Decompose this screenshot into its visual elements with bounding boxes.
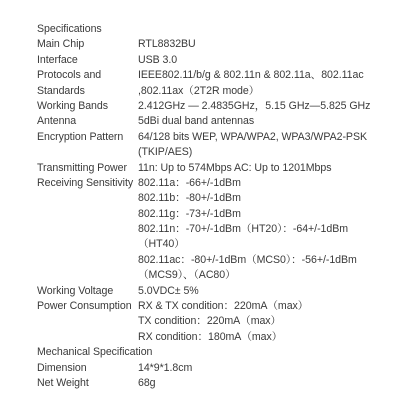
row-label-net-weight: Net Weight: [37, 377, 89, 389]
row-label-working-voltage: Working Voltage: [37, 284, 114, 297]
row-value-working-bands: 2.412GHz — 2.4835GHz，5.15 GHz—5.825 GHz: [138, 99, 371, 112]
row-value-standards: ,802.11ax（2T2R mode）: [138, 84, 260, 97]
section-title-specifications: Specifications: [37, 23, 102, 35]
power-line: RX condition：180mA（max）: [138, 330, 283, 343]
sensitivity-line: （MCS9）、（AC80）: [138, 269, 236, 282]
row-label-antenna: Antenna: [37, 115, 77, 128]
row-value-net-weight: 68g: [138, 377, 156, 389]
power-line: TX condition：220mA（max）: [138, 315, 282, 328]
row-label-standards: Standards: [37, 84, 85, 97]
sensitivity-line: 802.11g：-73+/-1dBm: [138, 207, 241, 220]
row-value-working-voltage: 5.0VDC± 5%: [138, 284, 199, 297]
row-value-encryption-cont: (TKIP/AES): [138, 146, 193, 159]
row-value-main-chip: RTL8832BU: [138, 38, 196, 51]
sensitivity-line: （HT40）: [138, 238, 185, 251]
row-label-transmitting-power: Transmitting Power: [37, 161, 127, 174]
row-value-encryption: 64/128 bits WEP, WPA/WPA2, WPA3/WPA2-PSK: [138, 130, 367, 143]
sensitivity-line: 802.11b：-80+/-1dBm: [138, 192, 241, 205]
row-label-dimension: Dimension: [37, 361, 87, 374]
row-value-interface: USB 3.0: [138, 53, 178, 66]
row-label-protocols: Protocols and: [37, 69, 102, 82]
row-label-main-chip: Main Chip: [37, 38, 85, 51]
row-value-sensitivity-11a: 802.11a：-66+/-1dBm: [138, 176, 241, 189]
row-value-protocols: IEEE802.11/b/g & 802.11n & 802.11a、802.11ac: [138, 69, 364, 82]
section-title-mechanical: Mechanical Specification: [37, 346, 153, 359]
row-label-receiving-sensitivity: Receiving Sensitivity: [37, 176, 134, 189]
row-value-transmitting-power: 11n: Up to 574Mbps AC: Up to 1201Mbps: [138, 161, 332, 174]
sensitivity-line: 802.11n：-70+/-1dBm（HT20）：-64+/-1dBm: [138, 223, 349, 236]
row-value-antenna: 5dBi dual band antennas: [138, 115, 255, 128]
power-line: RX & TX condition：220mA（max）: [138, 300, 309, 313]
row-label-working-bands: Working Bands: [37, 99, 108, 112]
sensitivity-line: 802.11ac：-80+/-1dBm（MCS0）：-56+/-1dBm: [138, 253, 357, 266]
row-value-dimension: 14*9*1.8cm: [138, 361, 193, 374]
row-label-encryption: Encryption Pattern: [37, 130, 124, 143]
row-label-power-consumption: Power Consumption: [37, 300, 132, 313]
row-label-interface: Interface: [37, 53, 78, 66]
